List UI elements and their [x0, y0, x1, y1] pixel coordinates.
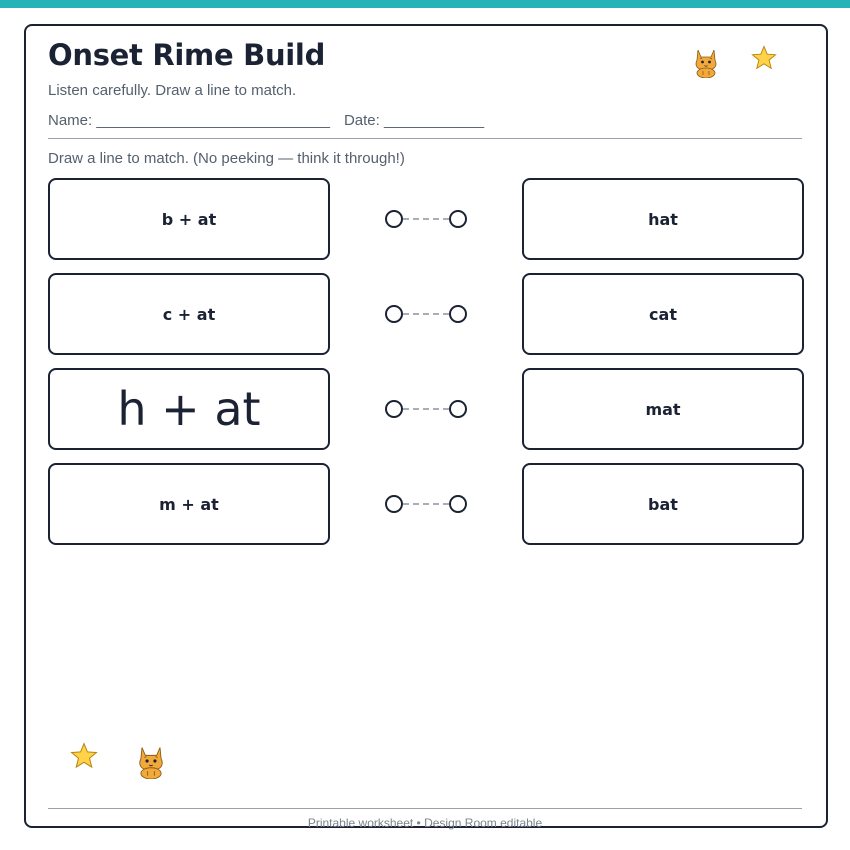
date-field[interactable]: Date: ____________ — [343, 112, 485, 129]
dashed-guide — [403, 408, 449, 410]
star-icon — [751, 45, 777, 71]
left-match-dot[interactable] — [385, 400, 403, 418]
header-divider — [48, 138, 802, 139]
right-match-dot[interactable] — [449, 305, 467, 323]
onset-card[interactable]: h + at — [48, 368, 330, 450]
word-card[interactable]: bat — [522, 463, 804, 545]
match-connector — [384, 303, 470, 325]
onset-card[interactable]: b + at — [48, 178, 330, 260]
top-accent-bar — [0, 0, 850, 8]
dashed-guide — [403, 503, 449, 505]
left-match-dot[interactable] — [385, 495, 403, 513]
match-connector — [384, 208, 470, 230]
star-icon — [70, 742, 98, 770]
instructions-text: Draw a line to match. (No peeking — think it through!) — [48, 150, 405, 167]
word-card[interactable]: hat — [522, 178, 804, 260]
worksheet-title: Onset Rime Build — [48, 38, 326, 72]
right-match-dot[interactable] — [449, 210, 467, 228]
name-field[interactable]: Name: ____________________________ — [48, 112, 330, 129]
footer-divider — [48, 808, 802, 809]
word-card[interactable]: mat — [522, 368, 804, 450]
right-match-dot[interactable] — [449, 495, 467, 513]
footer-text: Printable worksheet • Design Room editable — [307, 816, 543, 830]
match-connector — [384, 398, 470, 420]
onset-card[interactable]: m + at — [48, 463, 330, 545]
dashed-guide — [403, 313, 449, 315]
left-match-dot[interactable] — [385, 305, 403, 323]
dashed-guide — [403, 218, 449, 220]
right-match-dot[interactable] — [449, 400, 467, 418]
match-connector — [384, 493, 470, 515]
cat-icon — [691, 46, 721, 78]
cat-icon — [134, 743, 168, 779]
worksheet-subtitle: Listen carefully. Draw a line to match. — [48, 82, 297, 99]
name-date-line — [48, 112, 484, 129]
left-match-dot[interactable] — [385, 210, 403, 228]
word-card[interactable]: cat — [522, 273, 804, 355]
onset-card[interactable]: c + at — [48, 273, 330, 355]
